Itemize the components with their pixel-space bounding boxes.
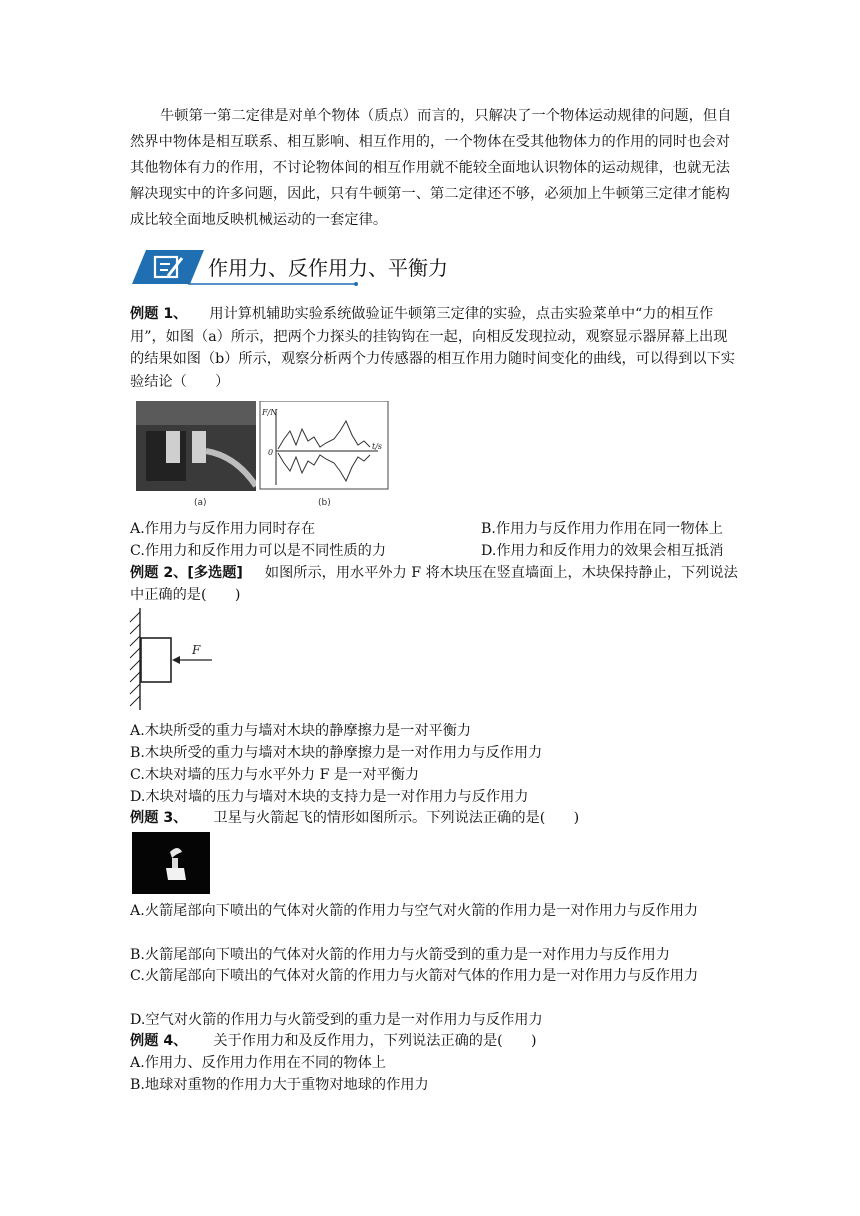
figure-1b-force-graph bbox=[256, 401, 390, 509]
example-1-label: 例题 1、 bbox=[130, 306, 188, 322]
example-3-option-a[interactable]: A.火箭尾部向下喷出的气体对火箭的作用力与空气对火箭的作用力是一对作用力与反作用力 bbox=[130, 903, 699, 919]
example-2-text: 如图所示，用水平外力 F 将木块压在竖直墙面上，木块保持静止，下列说法中正确的是( ) bbox=[130, 565, 738, 603]
example-3-option-d[interactable]: D.空气对火箭的作用力与火箭受到的重力是一对作用力与反作用力 bbox=[130, 1012, 543, 1028]
example-1-stem bbox=[130, 303, 740, 393]
intro-paragraph: 牛顿第一第二定律是对单个物体（质点）而言的，只解决了一个物体运动规律的问题，但自然界中物体是相互联系、相互影响、相互作用的，一个物体在受其他物体力的作用的同时也会对其他物体有力的作用，不讨论物体间的相互作用就不能较全面地认识物体的运动规律，也就无法解决现实中的许多问题，因此，只有牛顿第一、第二定律还不够，必须加上牛顿第三定律才能构成比较全面地反映机械运动的一套定律。 bbox=[130, 108, 732, 228]
example-4-option-a[interactable]: A.作用力、反作用力作用在不同的物体上 bbox=[130, 1055, 386, 1071]
figure-1b-x-label: t/s bbox=[372, 442, 383, 451]
example-4-label: 例题 4、 bbox=[130, 1033, 188, 1049]
example-2-label: 例题 2、 bbox=[130, 565, 188, 581]
example-1-option-a[interactable]: A.作用力与反作用力同时存在 bbox=[130, 521, 316, 537]
example-3-text: 卫星与火箭起飞的情形如图所示。下列说法正确的是( ) bbox=[213, 810, 580, 826]
example-4-stem bbox=[130, 1030, 740, 1052]
example-1-option-d[interactable]: D.作用力和反作用力的效果会相互抵消 bbox=[481, 543, 724, 559]
figure-1a-photo bbox=[136, 401, 256, 509]
example-1-option-c[interactable]: C.作用力和反作用力可以是不同性质的力 bbox=[130, 543, 387, 559]
figure-1b-y-label: F/N bbox=[262, 408, 278, 417]
example-3-stem bbox=[130, 807, 740, 829]
section-title: 作用力、反作用力、平衡力 bbox=[208, 256, 448, 280]
figure-1b-origin: 0 bbox=[268, 448, 274, 457]
example-4-text: 关于作用力和及反作用力，下列说法正确的是( ) bbox=[213, 1033, 537, 1049]
example-4-option-b[interactable]: B.地球对重物的作用力大于重物对地球的作用力 bbox=[130, 1077, 429, 1093]
example-2-option-a[interactable]: A.木块所受的重力与墙对木块的静摩擦力是一对平衡力 bbox=[130, 723, 472, 739]
figure-2-wall-block bbox=[128, 606, 218, 712]
example-1-option-b[interactable]: B.作用力与反作用力作用在同一物体上 bbox=[481, 521, 723, 537]
figure-2-force-label: F bbox=[192, 643, 201, 657]
example-2-option-c[interactable]: C.木块对墙的压力与水平外力 F 是一对平衡力 bbox=[130, 767, 420, 783]
example-2-multi-select-tag: [多选题] bbox=[187, 565, 243, 581]
example-1-text: 用计算机辅助实验系统做验证牛顿第三定律的实验，点击实验菜单中“力的相互作用”，如图（a）所示，把两个力探头的挂钩钩在一起，向相反发现拉动，观察显示器屏幕上出现的结果如图（b）所示，观察分析两个力传感器的相互作用力随时间变化的曲线，可以得到以下实验结论（ ） bbox=[130, 306, 735, 390]
figure-1a-caption: (a) bbox=[194, 498, 207, 508]
wooden-block bbox=[141, 638, 171, 682]
example-3-option-b[interactable]: B.火箭尾部向下喷出的气体对火箭的作用力与火箭受到的重力是一对作用力与反作用力 bbox=[130, 947, 670, 963]
figure-3-rocket-photo bbox=[132, 832, 210, 894]
example-2-option-b[interactable]: B.木块所受的重力与墙对木块的静摩擦力是一对作用力与反作用力 bbox=[130, 745, 543, 761]
figure-1b-caption: (b) bbox=[318, 498, 331, 508]
example-3-label: 例题 3、 bbox=[130, 810, 188, 826]
example-2-stem bbox=[130, 562, 740, 606]
example-2-option-d[interactable]: D.木块对墙的压力与墙对木块的支持力是一对作用力与反作用力 bbox=[130, 789, 529, 805]
example-3-option-c[interactable]: C.火箭尾部向下喷出的气体对火箭的作用力与火箭对气体的作用力是一对作用力与反作用力 bbox=[130, 968, 699, 984]
